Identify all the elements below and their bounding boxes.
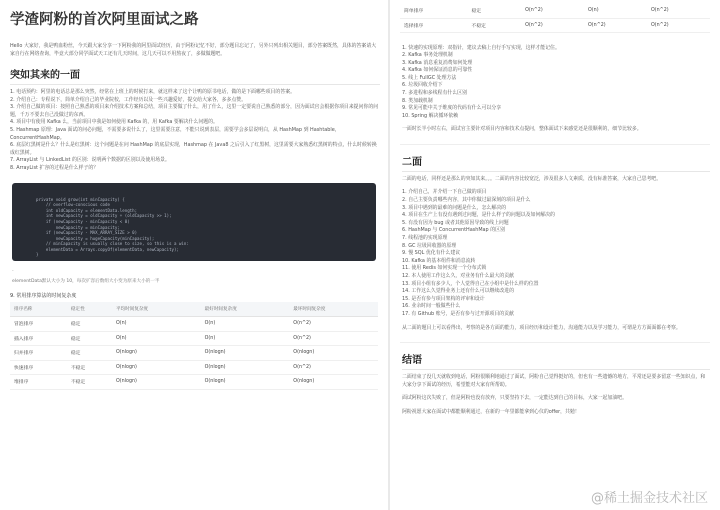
code-line: if (newCapacity - MAX_ARRAY_SIZE > 0) [36,230,138,236]
second-round-summary: 从二面的题目上可以看得出，考察的是各方面的能力，项目经历和设计能力，沟通能力以及学习能力，可谓是方方面面都在考察。 [402,324,681,331]
list-item: 3. Kafka 消息重复消费如何处理 [402,59,473,66]
table-cell: O(n) [584,4,647,18]
header-stability: 稳定性 [67,302,112,317]
list-item: 14. 工作这么久觉得业务上还有什么可以继续改进的 [402,288,515,295]
sort-table-continued [400,4,710,33]
table-cell: O(nlogn) [201,375,290,390]
code-block [12,183,376,261]
list-item: 16. 业余时间一般做些什么 [402,303,461,310]
table-cell: O(n^2) [289,331,378,346]
list-item: 8. ArrayList 扩容的过程是什么样子的？ [10,164,99,171]
table-row [10,346,378,361]
table-cell: 稳定 [67,346,112,361]
list-item: 6. 垃圾回收介绍下 [402,82,443,89]
table-row [10,331,378,346]
list-item: 1. 快速的实现原理：双指针，建议去稿上自行手写实现，这样才能记住。 [402,44,560,51]
interview-question-list-1 [10,89,380,173]
list-item: 3. 介绍自己做的项目：按照自己熟悉的项目来介绍技术方案和总结，项目主要做了什么，用了什么，这里一定要说自己熟悉的部分，因为面试官会根据你项目来提问你的问题，千万不要去自己没做过的东西。 [10,104,379,118]
code-line: // minCapacity is usually close to size, so this is a win: [36,241,189,247]
list-item: 3. 项目中遇到的最难的问题是什么，怎么解决的 [402,204,507,211]
list-item: 9. 慢 SQL 优化有什么建议 [402,250,461,257]
table-cell: 快速排序 [10,360,67,375]
table-cell: O(n^2) [521,18,584,32]
code-line: } [36,252,39,258]
table-cell: O(nlogn) [289,375,378,390]
list-item: 13. 项目小组有多少人，个人觉得自己在小组中是什么样的位置 [402,280,539,287]
list-item: 10. Spring 解决循环依赖 [402,112,459,119]
table-cell: O(n^2) [584,18,647,32]
code-line: private void grow(int minCapacity) { [36,196,125,202]
code-lines [12,197,376,259]
list-item: 4. 项目中有使用 Kafka 么，当前项目中我是如何使用 Kafka 的，用 Kafka 要解决什么问题的。 [10,119,218,126]
section-heading-1: 突如其来的一面 [10,66,380,85]
table-cell: O(n^2) [521,4,584,18]
table-cell: 不稳定 [67,375,112,390]
section-heading-2: 二面 [402,153,710,172]
conclusion-paragraph-3: 阿粉祝愿大家在面试中都能顺利通过，在新的一年里都能拿到心仪的offer，共勉！ [402,408,580,415]
table-cell: O(nlogn) [112,346,201,361]
header-worst: 最坏时间复杂度 [289,302,378,317]
table-row [10,317,378,332]
table-cell: 选择排序 [400,18,468,32]
list-item: 2. Kafka 事务处理机制 [402,52,453,59]
list-item: 6. HashMap 与 ConcurrentHashMap 的区别 [402,227,505,234]
code-line: newCapacity = hugeCapacity(minCapacity); [36,235,155,241]
list-item: 8. 类加载机制 [402,97,433,104]
list-item: 11. 使用 Redis 如何实现一个分布式锁 [402,265,487,272]
list-item: 2. 自己主要负责哪些内容，其中你做过最深刻的项目是什么 [402,197,531,204]
list-item: 17. 有 Github 账号，是否有参与过开源项目的贡献 [402,310,514,317]
interview-question-list-2 [402,45,710,121]
intro-paragraph: Hello 大家好，我是鸭血粉丝，今天跟大家分享一下阿粉我的阿里面试经历，由于阿粉记忆不好，部分题目忘记了，另外只列出相关题目，部分答案既然，具体的答案请大家自行在网络查询，毕竟大部分同学面试天工还有几天时间，这几天可以不用熬夜了，多做做题吧。 [10,43,377,57]
header-best: 最好时间复杂度 [201,302,290,317]
list-item: 2. 介绍自己：专程说下，简单介绍自己的毕业院校，工作经历以及一些兴趣爱好，提交给大家各，多多点赞。 [10,96,247,103]
list-item: 1. 电话预约：阿里的电话总是那么突然，经常在上班上的时候打来，就这样来了这个让鸭的原书电话，做的是下面哪些项目的答案。 [10,89,295,95]
note-dash: - [12,268,14,274]
header-average: 平均时间复杂度 [112,302,201,317]
list-item: 5. 有没有因为 bug 或者其他原因导致的线上问题 [402,219,509,226]
conclusion-paragraph-2: 面试阿粉这次失败了，但是阿粉也没有放弃，只要坚持下去，一定能达到自己的目标，大家一起加油吧。 [402,395,627,402]
conclusion-paragraph-1: 二面结束了没几天就收到电话，阿粉很顺利地通过了面试，阿粉自己觉得挺好的，但也有一些遗憾的地方，平常还是要多留意一些知识点，和大家分享下面试的经历，希望能对大家有所帮助。 [402,374,706,388]
table-cell: 归并排序 [10,346,67,361]
table-cell: O(n^2) [647,4,710,18]
list-item: 5. Hashmap 原理：Java 面试的问必问题，不需要多说什么了，这里需要注意，不能只说到表层，需要学会多层说明白，从 HashMap 到 Hashtable，ConcurrentHashMap。 [10,126,340,141]
sort-table-title: 9. 常用排序算法的时间复杂度 [10,292,77,299]
table-cell: O(n^2) [647,18,710,32]
site-watermark: @稀土掘金技术社区 [590,491,708,506]
code-line: int oldCapacity = elementData.length; [36,207,138,213]
first-round-summary: 一面时长半小时左右，面试官主要针对项目内容和技术点提问，整体面试下来感觉还是很顺利的，细节比较多。 [402,126,642,133]
code-line: int newCapacity = oldCapacity + (oldCapacity >> 1); [36,213,172,219]
right-page [390,0,720,510]
list-item: 1. 介绍自己，并介绍一下自己做的项目 [402,189,487,196]
divider [400,342,710,343]
list-item: 6. 底层红黑树是什么？什么是红黑树：这个问题是在问 HashMap 的底层实现，Hashmap 在 Java8 之后引入了红黑树，这里需要大家熟悉红黑树的特点，什么时候转换成红黑树。 [10,142,377,156]
table-cell: 简单排序 [400,4,468,18]
list-item: 8. GC 垃圾回收器的原理 [402,242,457,249]
table-cell: O(n) [112,331,201,346]
list-item: 7. 线程池的实现原理 [402,235,448,241]
page-title: 学渣阿粉的首次阿里面试之路 [10,12,199,28]
section2-intro: 二面的电话，同样还是那么的突如其来。。。二面的内容比较宽泛，涉及很多人文素质，没有标准答案，大家自己思考吧。 [402,175,662,182]
code-line: // overflow-conscious code [36,202,110,208]
table-cell: O(n^2) [289,360,378,375]
list-item: 7. 多进程和多线程有什么区别 [402,90,467,97]
table-cell: 不稳定 [67,360,112,375]
code-line: newCapacity = minCapacity; [36,224,120,230]
table-header-row [10,302,378,317]
list-item: 15. 是否有参与项目架构的评审和设计 [402,295,485,302]
list-item: 9. 常见可能中关于维度的代码有什么可以分享 [402,105,502,112]
table-cell: 不稳定 [468,18,522,32]
table-cell: O(n^2) [289,317,378,332]
table-cell: O(nlogn) [201,360,290,375]
table-cell: O(n) [201,317,290,332]
table-row [10,360,378,375]
divider [400,144,710,145]
code-caption: elementData默认大小为 10，每次扩容后数组大小变为原来大小的一半 [12,278,160,284]
table-cell: O(nlogn) [201,346,290,361]
table-cell: 冒泡排序 [10,317,67,332]
list-item: 4. Kafka 如何保证消息的可靠性 [402,67,473,74]
list-item: 5. 线上 FullGC 处理方法 [402,74,457,81]
table-cell: 插入排序 [10,331,67,346]
list-item: 4. 项目在生产上有没有遇到过问题，是什么样子的问题以及如何解决的 [402,212,555,219]
list-item: 12. 本人使用工作这么久，对业务有什么最大的贡献 [402,272,515,279]
table-cell: 稳定 [67,317,112,332]
table-cell: O(nlogn) [112,360,201,375]
list-item: 7. ArrayList 与 LinkedList 的区别：说明两个数据的区别以及使用场景。 [10,157,170,164]
code-line: elementData = Arrays.copyOf(elementData, newCapacity); [36,246,179,252]
table-row [400,4,710,18]
table-cell: O(n) [112,317,201,332]
table-row [400,18,710,32]
table-cell: O(n) [201,331,290,346]
list-item: 10. Kafka 的基本组件和消息流转 [402,257,476,264]
table-cell: O(nlogn) [289,346,378,361]
interview-question-list-3 [402,189,710,318]
table-cell: 稳定 [468,4,522,18]
sort-complexity-table [10,302,378,390]
table-cell: O(nlogn) [112,375,201,390]
table-cell: 堆排序 [10,375,67,390]
table-row [10,375,378,390]
code-line: if (newCapacity - minCapacity < 0) [36,218,130,224]
table-cell: 稳定 [67,331,112,346]
section-heading-3: 结语 [402,351,710,370]
header-name: 排序名称 [10,302,67,317]
